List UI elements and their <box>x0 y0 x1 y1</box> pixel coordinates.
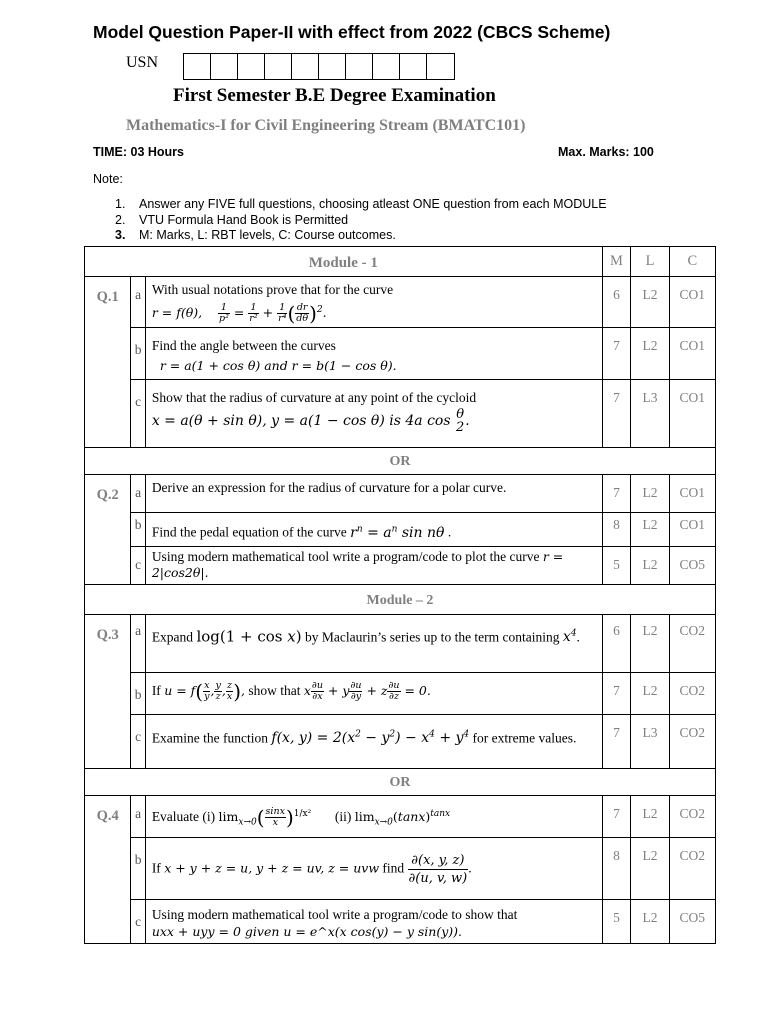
marks-value: 8 <box>602 513 631 547</box>
co-value: CO1 <box>669 380 715 448</box>
question-row <box>85 614 716 672</box>
question-row <box>85 380 716 448</box>
question-number: Q.3 <box>85 614 131 768</box>
sub-label: b <box>131 328 145 380</box>
question-row <box>85 899 716 943</box>
question-text: Find the pedal equation of the curve $r^n = a^n$ sin nθ . <box>145 513 602 547</box>
marks-value: 7 <box>602 795 631 837</box>
level-value: L2 <box>631 899 669 943</box>
notes-list <box>115 197 607 244</box>
co-value: CO2 <box>669 614 715 672</box>
note-item: 3. M: Marks, L: RBT levels, C: Course outcomes. <box>115 228 396 242</box>
level-value: L3 <box>631 380 669 448</box>
marks-value: 7 <box>602 672 631 714</box>
sub-label: a <box>131 277 145 328</box>
col-m-header: M <box>602 247 631 277</box>
marks-value: 6 <box>602 614 631 672</box>
question-text: Using modern mathematical tool write a program/code to show that uxx + uyy = 0 given u = e^x(x cos(y) − y sin(y)). <box>145 899 602 943</box>
co-value: CO1 <box>669 328 715 380</box>
level-value: L2 <box>631 672 669 714</box>
sub-label: c <box>131 380 145 448</box>
question-text: Find the angle between the curves r = a(1 + cos θ) and r = b(1 − cos θ). <box>145 328 602 380</box>
exam-title: First Semester B.E Degree Examination <box>173 85 496 106</box>
question-row <box>85 277 716 328</box>
level-value: L2 <box>631 837 669 899</box>
level-value: L3 <box>631 714 669 768</box>
question-row <box>85 475 716 513</box>
co-value: CO5 <box>669 546 715 584</box>
co-value: CO1 <box>669 277 715 328</box>
question-text: Derive an expression for the radius of curvature for a polar curve. <box>145 475 602 513</box>
question-text: Expand log(1 + cos x) by Maclaurin’s series up to the term containing $x^4$. <box>145 614 602 672</box>
time-label: TIME: 03 Hours <box>93 145 184 159</box>
sub-label: b <box>131 672 145 714</box>
level-value: L2 <box>631 475 669 513</box>
col-c-header: C <box>669 247 715 277</box>
co-value: CO1 <box>669 475 715 513</box>
sub-label: c <box>131 899 145 943</box>
question-number: Q.2 <box>85 475 131 585</box>
marks-value: 6 <box>602 277 631 328</box>
sub-label: b <box>131 837 145 899</box>
usn-boxes <box>183 53 455 80</box>
max-marks-label: Max. Marks: 100 <box>558 145 654 159</box>
level-value: L2 <box>631 795 669 837</box>
question-row <box>85 714 716 768</box>
level-value: L2 <box>631 546 669 584</box>
marks-value: 7 <box>602 714 631 768</box>
level-value: L2 <box>631 513 669 547</box>
module-2-heading: Module – 2 <box>85 584 716 614</box>
question-row <box>85 672 716 714</box>
marks-value: 5 <box>602 546 631 584</box>
question-text: Evaluate (i) $\lim_{x\to 0}$( $\frac{\sin x}{x}$ )$^{1/x^2}$ (ii) $\lim_{x\to 0}(\tan x)^{tanx}$ <box>145 795 602 837</box>
sub-label: c <box>131 714 145 768</box>
usn-label: USN <box>126 54 159 71</box>
question-text: With usual notations prove that for the curve r = f(θ), $\frac{1}{\text{p²}}$ = $\frac{1}{\text{r²}}$ + $\frac{1}{\text{r⁴}}$ ( $\frac{dr}{d\theta}$ )$^2$. <box>145 277 602 328</box>
co-value: CO2 <box>669 672 715 714</box>
question-text: If x + y + z = u, y + z = uv, z = uvw find $\frac{\partial(x, y, z)}{\partial(u, v, w)}$ . <box>145 837 602 899</box>
sub-label: a <box>131 475 145 513</box>
or-divider: OR <box>85 448 716 475</box>
module-1-heading: Module - 1 <box>85 247 603 277</box>
note-item: 2. VTU Formula Hand Book is Permitted <box>115 212 349 227</box>
co-value: CO2 <box>669 714 715 768</box>
col-l-header: L <box>631 247 669 277</box>
co-value: CO1 <box>669 513 715 547</box>
question-row <box>85 795 716 837</box>
question-row <box>85 837 716 899</box>
sub-label: a <box>131 795 145 837</box>
level-value: L2 <box>631 277 669 328</box>
question-text: If u = f( $\frac{x}{y}$ , $\frac{y}{z}$ , $\frac{z}{x}$ ), show that x $\frac{\partial u}{\partial x}$ + y $\frac{\partial u}{\partial y}$ + z $\frac{\partial u}{\partial z}$ = 0. <box>145 672 602 714</box>
question-row <box>85 328 716 380</box>
marks-value: 7 <box>602 475 631 513</box>
note-item: 1. Answer any FIVE full questions, choosing atleast ONE question from each MODULE <box>115 197 607 211</box>
co-value: CO2 <box>669 795 715 837</box>
question-row <box>85 546 716 584</box>
co-value: CO5 <box>669 899 715 943</box>
marks-value: 5 <box>602 899 631 943</box>
level-value: L2 <box>631 614 669 672</box>
marks-value: 8 <box>602 837 631 899</box>
subject-title: Mathematics-I for Civil Engineering Stream (BMATC101) <box>126 117 526 134</box>
note-label: Note: <box>93 172 123 186</box>
sub-label: b <box>131 513 145 547</box>
sub-label: a <box>131 614 145 672</box>
question-number: Q.1 <box>85 277 131 448</box>
paper-title: Model Question Paper-II with effect from 2022 (CBCS Scheme) <box>93 22 611 42</box>
question-text: Using modern mathematical tool write a program/code to plot the curve r = 2|cos2θ|. <box>145 546 602 584</box>
question-number: Q.4 <box>85 795 131 943</box>
question-text: Show that the radius of curvature at any point of the cycloid x = a(θ + sin θ), y = a(1 − cos θ) is 4a cos θ 2 . <box>145 380 602 448</box>
or-divider: OR <box>85 768 716 795</box>
sub-label: c <box>131 546 145 584</box>
question-text: Examine the function f(x, $y) = 2(x^2 - y^2) - x^4 + y^4$ for extreme values. <box>145 714 602 768</box>
question-row <box>85 513 716 547</box>
marks-value: 7 <box>602 380 631 448</box>
co-value: CO2 <box>669 837 715 899</box>
question-table <box>84 246 716 944</box>
marks-value: 7 <box>602 328 631 380</box>
level-value: L2 <box>631 328 669 380</box>
